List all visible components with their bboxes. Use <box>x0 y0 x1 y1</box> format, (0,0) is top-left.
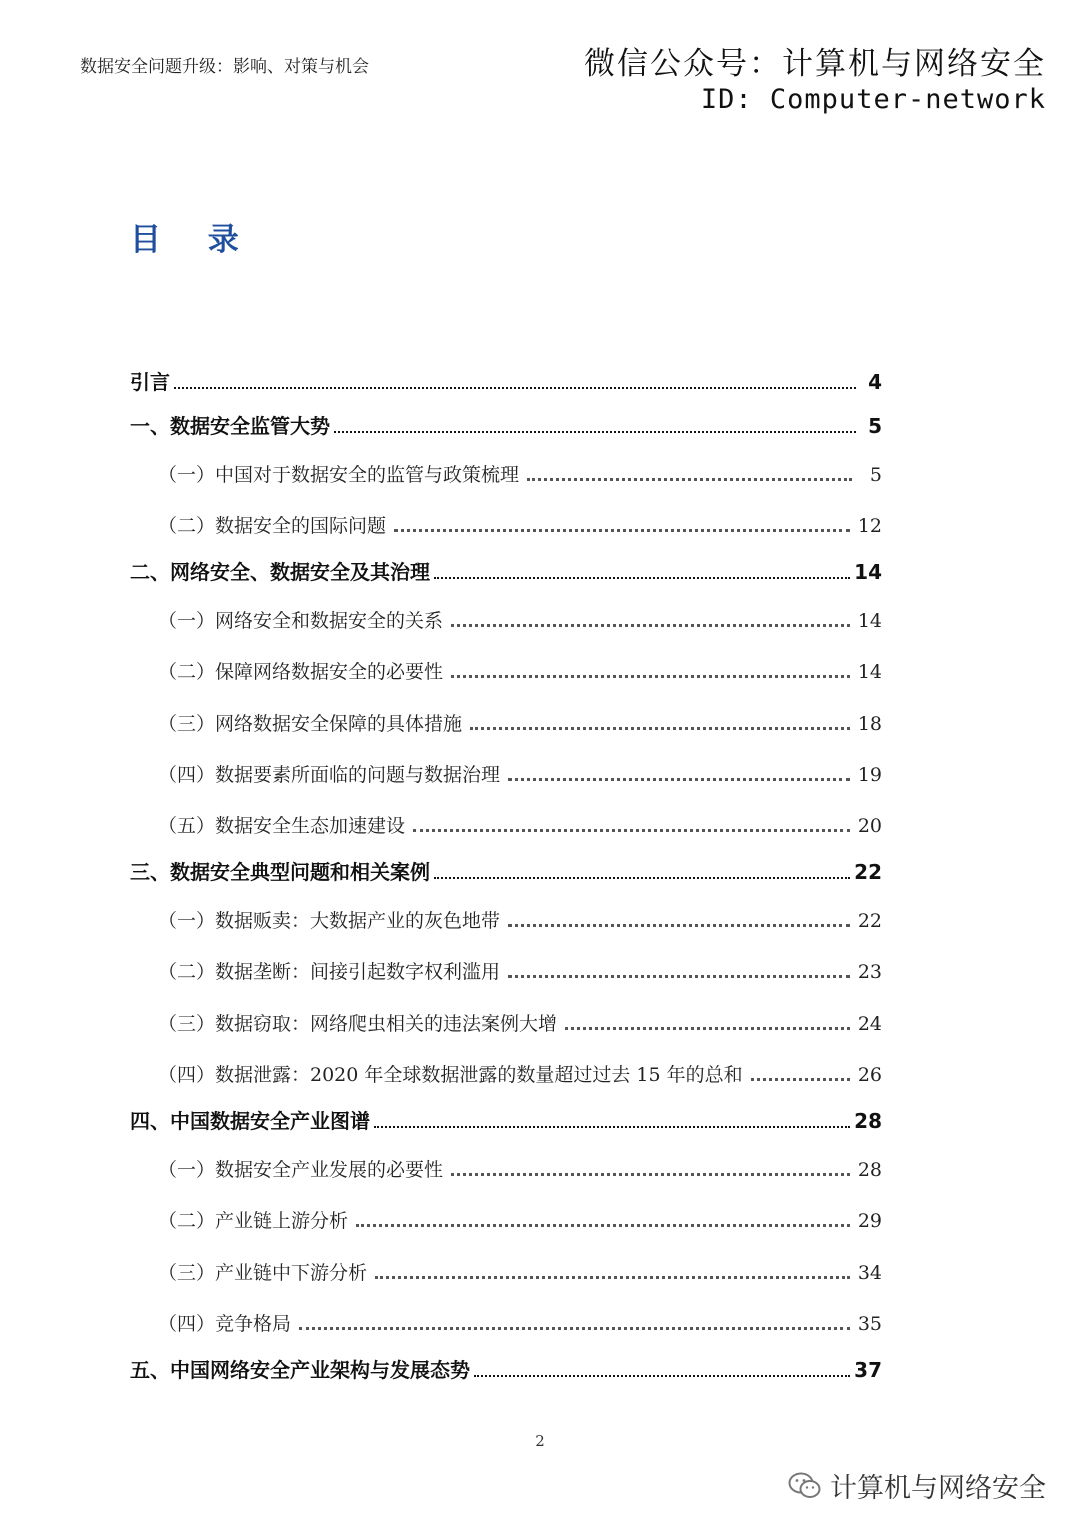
toc-entry-page: 19 <box>857 764 882 786</box>
toc-entry-title: （三）产业链中下游分析 <box>158 1262 368 1284</box>
toc-leader-dots <box>508 975 850 978</box>
toc-entry-title: （四）数据泄露：2020 年全球数据泄露的数量超过过去 15 年的总和 <box>158 1064 743 1086</box>
toc-entry-title: （二）数据安全的国际问题 <box>158 515 387 537</box>
toc-entry-page: 34 <box>857 1262 882 1284</box>
toc-entry[interactable] <box>130 366 882 395</box>
toc-entry-page: 4 <box>868 370 882 394</box>
toc-entry-title: （二）保障网络数据安全的必要性 <box>158 661 444 683</box>
toc-entry-page: 5 <box>869 464 882 486</box>
toc-subentry[interactable] <box>158 1309 882 1336</box>
toc-entry-page: 20 <box>857 815 882 837</box>
toc-leader-dots <box>374 1126 850 1128</box>
toc-entry-title: （四）竞争格局 <box>158 1313 292 1335</box>
footer-logo-text: 计算机与网络安全 <box>830 1473 1046 1504</box>
toc-entry-page: 23 <box>857 961 882 983</box>
wechat-account-watermark: 微信公众号：计算机与网络安全 <box>584 46 1046 82</box>
toc-leader-dots <box>174 387 856 389</box>
toc-entry[interactable] <box>130 556 882 585</box>
toc-leader-dots <box>434 577 850 579</box>
toc-entry-title: （五）数据安全生态加速建设 <box>158 815 406 837</box>
toc-subentry[interactable] <box>158 511 882 538</box>
toc-subentry[interactable] <box>158 811 882 838</box>
toc-entry-title: （一）数据安全产业发展的必要性 <box>158 1159 444 1181</box>
toc-entry-page: 22 <box>854 860 882 884</box>
toc-heading: 目 录 <box>130 222 257 258</box>
toc-entry-page: 5 <box>868 414 882 438</box>
toc-entry-page: 26 <box>857 1064 882 1086</box>
toc-entry-title: 三、数据安全典型问题和相关案例 <box>130 860 430 884</box>
toc-subentry[interactable] <box>158 1060 882 1087</box>
toc-leader-dots <box>451 1173 850 1176</box>
footer-logo <box>788 1466 1046 1505</box>
toc-entry-page: 37 <box>854 1358 882 1382</box>
toc-subentry[interactable] <box>158 709 882 736</box>
toc-entry-page: 14 <box>857 610 882 632</box>
toc-entry-page: 12 <box>857 515 882 537</box>
wechat-id-watermark: ID: Computer-network <box>700 84 1046 115</box>
toc-entry[interactable] <box>130 410 882 439</box>
toc-entry[interactable] <box>130 1105 882 1134</box>
toc-entry-page: 14 <box>857 661 882 683</box>
toc-leader-dots <box>434 877 850 879</box>
page-number: 2 <box>535 1432 545 1450</box>
toc-entry-page: 24 <box>857 1013 882 1035</box>
toc-leader-dots <box>565 1027 850 1030</box>
toc-leader-dots <box>356 1224 850 1227</box>
toc-entry-title: 二、网络安全、数据安全及其治理 <box>130 560 430 584</box>
wechat-icon <box>788 1471 822 1501</box>
toc-leader-dots <box>394 529 850 532</box>
toc-subentry[interactable] <box>158 1155 882 1182</box>
toc-entry-title: 五、中国网络安全产业架构与发展态势 <box>130 1358 470 1382</box>
toc-leader-dots <box>413 829 850 832</box>
toc-leader-dots <box>527 478 852 481</box>
toc-subentry[interactable] <box>158 657 882 684</box>
toc-subentry[interactable] <box>158 1206 882 1233</box>
toc-leader-dots <box>334 431 856 433</box>
toc-entry-title: （二）产业链上游分析 <box>158 1210 349 1232</box>
toc-entry-title: （三）网络数据安全保障的具体措施 <box>158 713 463 735</box>
toc-subentry[interactable] <box>158 760 882 787</box>
toc-subentry[interactable] <box>158 957 882 984</box>
toc-entry[interactable] <box>130 856 882 885</box>
toc-entry-page: 14 <box>854 560 882 584</box>
toc-entry-title: 四、中国数据安全产业图谱 <box>130 1109 370 1133</box>
document-title: 数据安全问题升级：影响、对策与机会 <box>80 57 369 77</box>
toc-entry-title: （三）数据窃取：网络爬虫相关的违法案例大增 <box>158 1013 558 1035</box>
toc-entry-title: （四）数据要素所面临的问题与数据治理 <box>158 764 501 786</box>
toc-leader-dots <box>375 1276 850 1279</box>
toc-leader-dots <box>451 675 850 678</box>
toc-leader-dots <box>751 1078 850 1081</box>
toc-entry-page: 22 <box>857 910 882 932</box>
toc-subentry[interactable] <box>158 906 882 933</box>
toc-entry-page: 28 <box>854 1109 882 1133</box>
toc-leader-dots <box>299 1327 850 1330</box>
toc-leader-dots <box>508 924 850 927</box>
toc-entry[interactable] <box>130 1354 882 1383</box>
toc-entry-page: 29 <box>857 1210 882 1232</box>
toc-leader-dots <box>474 1375 850 1377</box>
toc-subentry[interactable] <box>158 606 882 633</box>
toc-subentry[interactable] <box>158 1009 882 1036</box>
toc-entry-page: 18 <box>857 713 882 735</box>
toc-entry-page: 35 <box>857 1313 882 1335</box>
toc-entry-title: （一）网络安全和数据安全的关系 <box>158 610 444 632</box>
toc-subentry[interactable] <box>158 1258 882 1285</box>
toc-leader-dots <box>451 624 850 627</box>
toc-entry-title: （一）数据贩卖：大数据产业的灰色地带 <box>158 910 501 932</box>
toc-subentry[interactable] <box>158 460 882 487</box>
toc-entry-title: （二）数据垄断：间接引起数字权利滥用 <box>158 961 501 983</box>
toc-entry-title: 引言 <box>130 370 170 394</box>
toc-entry-page: 28 <box>857 1159 882 1181</box>
toc-entry-title: 一、数据安全监管大势 <box>130 414 330 438</box>
toc-leader-dots <box>508 778 850 781</box>
toc-entry-title: （一）中国对于数据安全的监管与政策梳理 <box>158 464 520 486</box>
toc-leader-dots <box>470 727 850 730</box>
